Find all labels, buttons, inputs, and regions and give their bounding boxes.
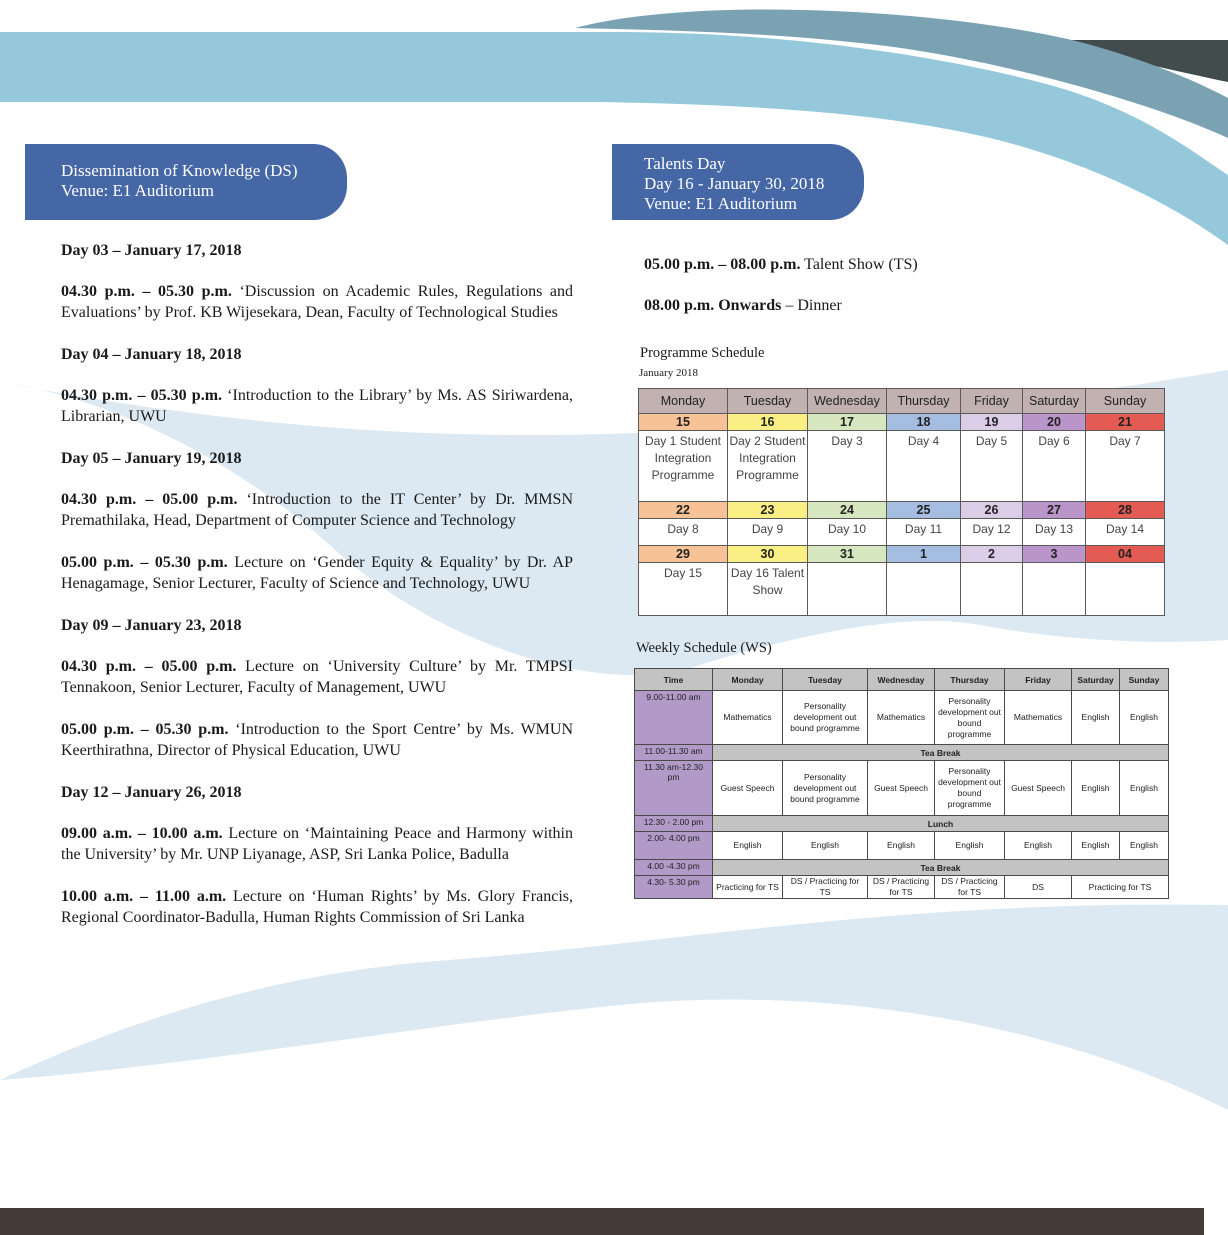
day-label-cell: Day 10 — [808, 519, 887, 546]
weekly-schedule-table — [634, 668, 1169, 899]
ws-cell: English — [1120, 832, 1169, 860]
ws-cell: DS — [1005, 876, 1072, 899]
date-cell: 24 — [808, 502, 887, 519]
ws-time-cell: 9.00-11.00 am — [635, 691, 713, 745]
ws-cell: English — [1072, 691, 1120, 745]
day-label-cell: Day 15 — [639, 563, 728, 616]
date-cell: 28 — [1086, 502, 1165, 519]
day-label-cell: Day 8 — [639, 519, 728, 546]
ws-time-cell: 11.00-11.30 am — [635, 745, 713, 761]
talent-text: Talent Show (TS) — [800, 256, 918, 273]
session — [61, 552, 573, 594]
weekday-header: Tuesday — [728, 389, 808, 414]
date-cell: 30 — [728, 546, 808, 563]
session-time: 04.30 p.m. – 05.00 p.m. — [61, 491, 238, 508]
day-label-cell: Day 16 Talent Show — [728, 563, 808, 616]
ws-cell: English — [713, 832, 783, 860]
session-text: ‘Introduction to the IT Center’ by Dr. MMSN Premathilaka, Head, Department of Computer Science and Technology — [61, 491, 574, 529]
day-heading: Day 12 – January 26, 2018 — [61, 784, 242, 801]
weekly-title: Weekly Schedule (WS) — [636, 640, 772, 656]
day-label-cell — [808, 563, 887, 616]
ws-cell: English — [783, 832, 868, 860]
ws-cell: Personality development out bound programme — [935, 691, 1005, 745]
programme-calendar — [638, 388, 1165, 616]
day-label-cell: Day 13 — [1023, 519, 1086, 546]
ws-cell: Guest Speech — [1005, 761, 1072, 816]
day-label-cell — [1023, 563, 1086, 616]
date-cell: 22 — [639, 502, 728, 519]
ds-banner-venue: Venue: E1 Auditorium — [61, 181, 214, 200]
ws-cell: Mathematics — [1005, 691, 1072, 745]
ws-cell: Personality development out bound programme — [783, 761, 868, 816]
ws-cell: Mathematics — [713, 691, 783, 745]
weekday-header: Wednesday — [808, 389, 887, 414]
weekday-header: Thursday — [887, 389, 961, 414]
ws-lunch-cell: Lunch — [713, 816, 1169, 832]
ws-cell: English — [935, 832, 1005, 860]
talent-time: 05.00 p.m. – 08.00 p.m. — [644, 256, 801, 273]
ws-cell: English — [1120, 691, 1169, 745]
day-heading: Day 09 – January 23, 2018 — [61, 617, 242, 634]
session-time: 05.00 p.m. – 05.30 p.m. — [61, 721, 229, 738]
session-text: Lecture on ‘Gender Equity & Equality’ by Dr. AP Henagamage, Senior Lecturer, Faculty of Science and Technology, UWU — [61, 554, 574, 592]
day-label-cell — [1086, 563, 1165, 616]
session-time: 05.00 p.m. – 05.30 p.m. — [61, 554, 228, 571]
session — [61, 489, 573, 531]
day-label-cell: Day 7 — [1086, 431, 1165, 502]
session-text: ‘Discussion on Academic Rules, Regulations and Evaluations’ by Prof. KB Wijesekara, Dean, Faculty of Technological Studies — [61, 283, 574, 321]
ws-cell: English — [868, 832, 935, 860]
day-label-cell: Day 1 Student Integration Programme — [639, 431, 728, 502]
talent-item — [644, 295, 1164, 316]
date-cell: 2 — [961, 546, 1023, 563]
ws-header: Wednesday — [868, 669, 935, 691]
date-cell: 27 — [1023, 502, 1086, 519]
ws-time-cell: 12.30 - 2.00 pm — [635, 816, 713, 832]
session-time: 04.30 p.m. – 05.30 p.m. — [61, 283, 232, 300]
ws-cell: English — [1072, 761, 1120, 816]
session-text: Lecture on ‘University Culture’ by Mr. TMPSI Tennakoon, Senior Lecturer, Faculty of Management, UWU — [61, 658, 574, 696]
ws-header: Sunday — [1120, 669, 1169, 691]
date-cell: 04 — [1086, 546, 1165, 563]
ws-break-cell: Tea Break — [713, 860, 1169, 876]
date-cell: 26 — [961, 502, 1023, 519]
day-heading: Day 05 – January 19, 2018 — [61, 450, 242, 467]
programme-month: January 2018 — [639, 367, 698, 379]
talent-time: 08.00 p.m. Onwards — [644, 297, 782, 314]
day-label-cell: Day 4 — [887, 431, 961, 502]
date-cell: 3 — [1023, 546, 1086, 563]
wave-pale-lower — [0, 905, 1228, 1110]
ws-cell: English — [1005, 832, 1072, 860]
session — [61, 385, 573, 427]
ws-cell: DS / Practicing for TS — [783, 876, 868, 899]
talent-item — [644, 254, 1164, 275]
ws-time-cell: 4.30- 5.30 pm — [635, 876, 713, 899]
date-cell: 23 — [728, 502, 808, 519]
ws-header: Saturday — [1072, 669, 1120, 691]
ws-header: Tuesday — [783, 669, 868, 691]
ws-time-cell: 4.00 -4.30 pm — [635, 860, 713, 876]
date-cell: 25 — [887, 502, 961, 519]
ds-banner-title: Dissemination of Knowledge (DS) — [61, 161, 298, 180]
day-label-cell: Day 2 Student Integration Programme — [728, 431, 808, 502]
ws-header: Friday — [1005, 669, 1072, 691]
session — [61, 656, 573, 698]
date-cell: 21 — [1086, 414, 1165, 431]
footer-bar — [0, 1208, 1204, 1235]
ws-cell: Guest Speech — [868, 761, 935, 816]
session-text: Lecture on ‘Maintaining Peace and Harmony within the University’ by Mr. UNP Liyanage, ASP, Sri Lanka Police, Badulla — [61, 825, 574, 863]
ws-header: Thursday — [935, 669, 1005, 691]
ws-time-cell: 2.00- 4.00 pm — [635, 832, 713, 860]
day-heading: Day 03 – January 17, 2018 — [61, 242, 242, 259]
day-label-cell: Day 3 — [808, 431, 887, 502]
day-label-cell: Day 5 — [961, 431, 1023, 502]
ws-cell: Mathematics — [868, 691, 935, 745]
date-cell: 16 — [728, 414, 808, 431]
talent-text: – Dinner — [781, 297, 842, 314]
day-label-cell — [961, 563, 1023, 616]
talent-schedule — [644, 254, 1164, 316]
ws-time-cell: 11.30 am-12.30 pm — [635, 761, 713, 816]
session-time: 09.00 a.m. – 10.00 a.m. — [61, 825, 223, 842]
talents-day-banner — [612, 144, 864, 220]
session — [61, 719, 573, 761]
day-heading: Day 04 – January 18, 2018 — [61, 346, 242, 363]
session — [61, 886, 573, 928]
date-cell: 17 — [808, 414, 887, 431]
ds-schedule — [61, 240, 573, 928]
weekday-header: Friday — [961, 389, 1023, 414]
session — [61, 823, 573, 865]
ws-cell: English — [1120, 761, 1169, 816]
ws-cell: Personality development out bound programme — [935, 761, 1005, 816]
session-time: 10.00 a.m. – 11.00 a.m. — [61, 888, 227, 905]
ws-cell: Guest Speech — [713, 761, 783, 816]
ws-header: Time — [635, 669, 713, 691]
weekday-header: Saturday — [1023, 389, 1086, 414]
ws-cell: English — [1072, 832, 1120, 860]
weekday-header: Monday — [639, 389, 728, 414]
date-cell: 1 — [887, 546, 961, 563]
session-time: 04.30 p.m. – 05.00 p.m. — [61, 658, 237, 675]
session-text: ‘Introduction to the Library’ by Ms. AS Siriwardena, Librarian, UWU — [61, 387, 573, 425]
ws-cell: Practicing for TS — [713, 876, 783, 899]
date-cell: 20 — [1023, 414, 1086, 431]
talents-day-title: Talents Day — [644, 154, 726, 173]
ws-break-cell: Tea Break — [713, 745, 1169, 761]
weekday-header: Sunday — [1086, 389, 1165, 414]
date-cell: 19 — [961, 414, 1023, 431]
talents-day-date: Day 16 - January 30, 2018 — [644, 174, 825, 193]
ds-banner — [25, 144, 347, 220]
ws-cell: Personality development out bound programme — [783, 691, 868, 745]
date-cell: 15 — [639, 414, 728, 431]
ws-cell: DS / Practicing for TS — [935, 876, 1005, 899]
ws-cell: DS / Practicing for TS — [868, 876, 935, 899]
ws-header: Monday — [713, 669, 783, 691]
day-label-cell — [887, 563, 961, 616]
programme-title: Programme Schedule — [640, 345, 765, 361]
session — [61, 281, 573, 323]
session-text: Lecture on ‘Human Rights’ by Ms. Glory Francis, Regional Coordinator-Badulla, Human Rights Commission of Sri Lanka — [61, 888, 573, 926]
talents-day-venue: Venue: E1 Auditorium — [644, 194, 797, 213]
day-label-cell: Day 6 — [1023, 431, 1086, 502]
date-cell: 18 — [887, 414, 961, 431]
day-label-cell: Day 11 — [887, 519, 961, 546]
date-cell: 31 — [808, 546, 887, 563]
day-label-cell: Day 14 — [1086, 519, 1165, 546]
day-label-cell: Day 12 — [961, 519, 1023, 546]
day-label-cell: Day 9 — [728, 519, 808, 546]
session-text: ‘Introduction to the Sport Centre’ by Ms. WMUN Keerthirathna, Director of Physical Education, UWU — [61, 721, 574, 759]
ws-cell: Practicing for TS — [1072, 876, 1169, 899]
date-cell: 29 — [639, 546, 728, 563]
session-time: 04.30 p.m. – 05.30 p.m. — [61, 387, 223, 404]
